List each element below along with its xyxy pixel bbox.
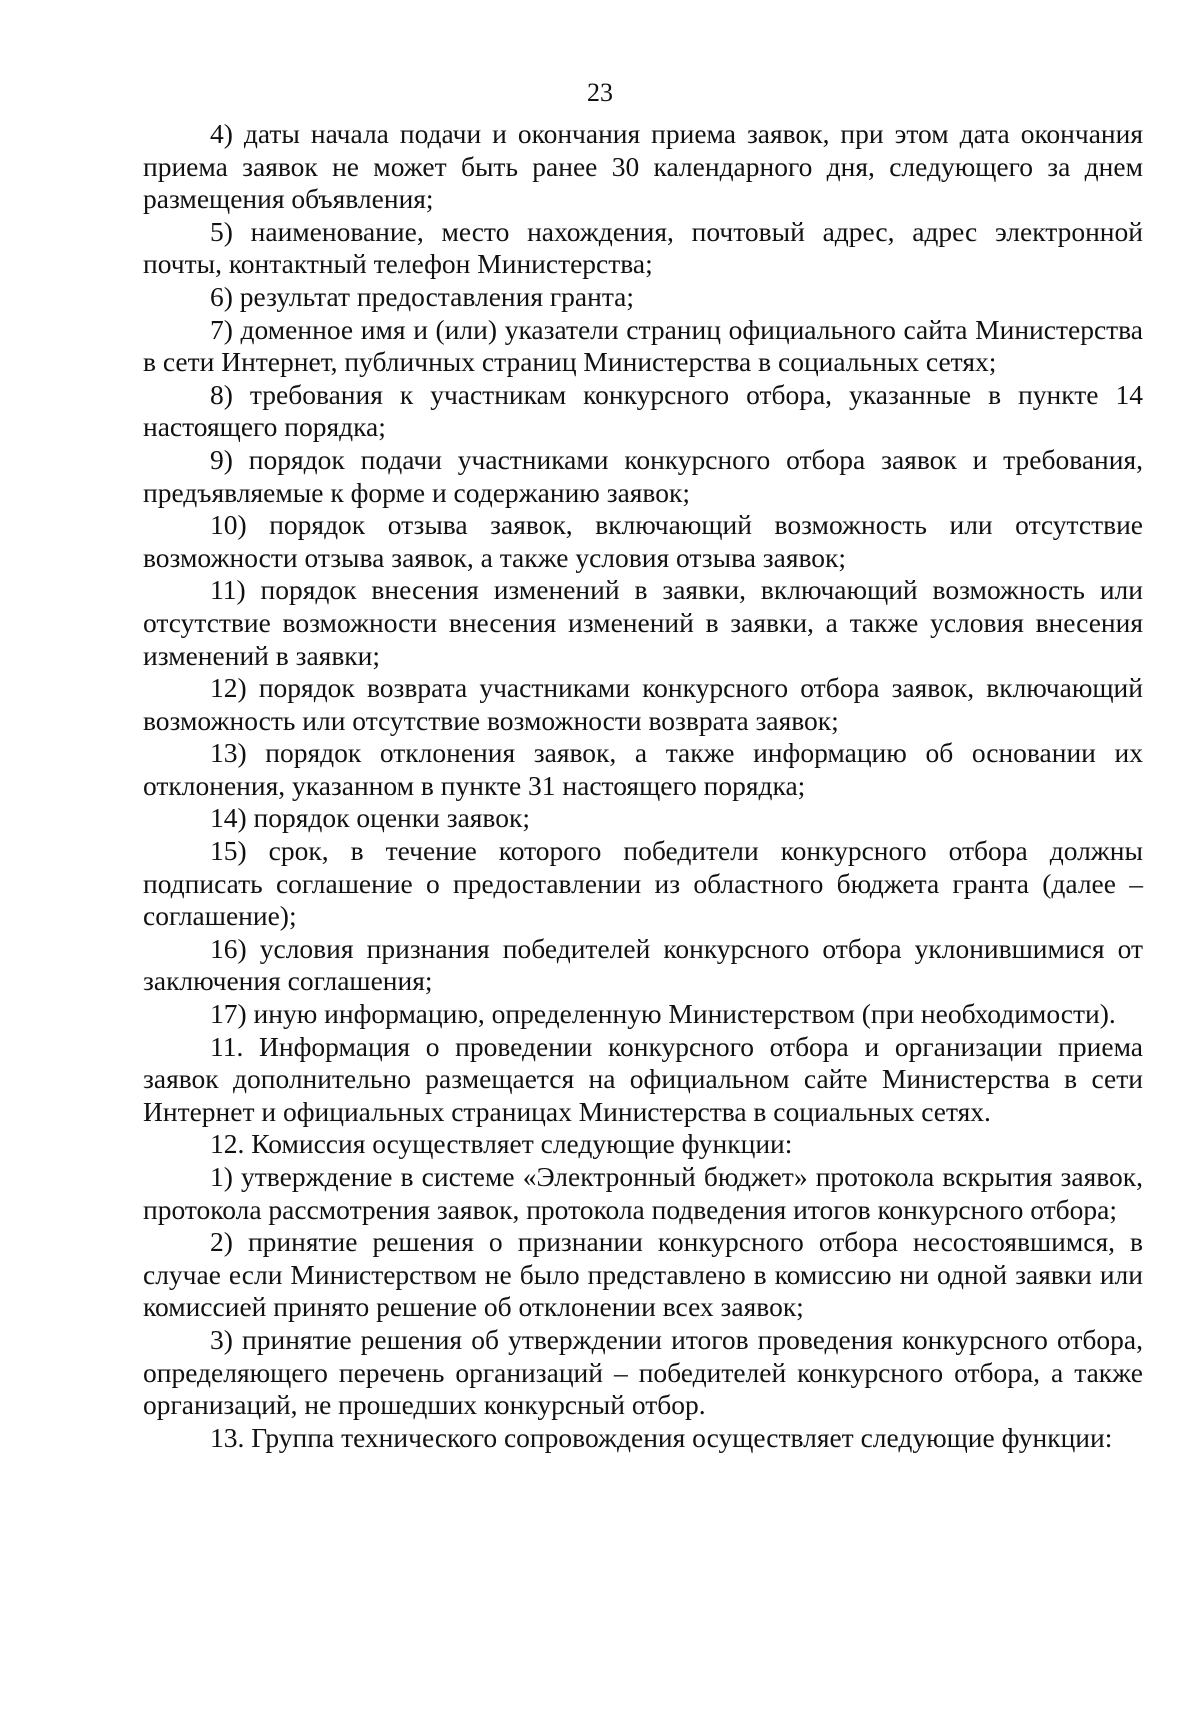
paragraph: 6) результат предоставления гранта; — [210, 280, 635, 312]
paragraph: 7) доменное имя и (или) указатели страниц официального сайта Министерства в сети Интернет, публичных страниц Министерства в социальных сетях; — [143, 313, 1143, 378]
paragraph: 11. Информация о проведении конкурсного отбора и организации приема заявок дополнительно размещается на официальном сайте Министерства в сети Интернет и официальных страницах Министерства в социальных сетях. — [143, 1030, 1143, 1127]
paragraph: 13) порядок отклонения заявок, а также информацию об основании их отклонения, указанном в пункте 31 настоящего порядка; — [143, 737, 1143, 801]
paragraph: 3) принятие решения об утверждении итогов проведения конкурсного отбора, определяющего перечень организаций – победителей конкурсного отбора, а также организаций, не прошедших конкурсный отбор. — [143, 1323, 1143, 1421]
paragraph: 5) наименование, место нахождения, почтовый адрес, адрес электронной почты, контактный телефон Министерства; — [143, 215, 1143, 280]
paragraph: 4) даты начала подачи и окончания приема заявок, при этом дата окончания приема заявок не может быть ранее 30 календарного дня, следующего за днем размещения объявления; — [143, 118, 1143, 215]
paragraph: 9) порядок подачи участниками конкурсного отбора заявок и требования, предъявляемые к форме и содержанию заявок; — [143, 443, 1143, 508]
paragraph: 8) требования к участникам конкурсного отбора, указанные в пункте 14 настоящего порядка; — [143, 378, 1143, 443]
paragraph: 1) утверждение в системе «Электронный бюджет» протокола вскрытия заявок, протокола рассмотрения заявок, протокола подведения итогов конкурсного отбора; — [143, 1161, 1143, 1225]
paragraph: 15) срок, в течение которого победители конкурсного отбора должны подписать соглашение о предоставлении из областного бюджета гранта (далее – соглашение); — [143, 835, 1143, 932]
paragraph: 2) принятие решения о признании конкурсного отбора несостоявшимся, в случае если Министерством не было представлено в комиссию ни одной заявки или комиссией принято решение об отклонении всех заявок; — [143, 1226, 1143, 1323]
paragraph: 16) условия признания победителей конкурсного отбора уклонившимися от заключения соглашения; — [143, 932, 1143, 997]
paragraph: 12. Комиссия осуществляет следующие функции: — [210, 1128, 793, 1160]
paragraph: 10) порядок отзыва заявок, включающий возможность или отсутствие возможности отзыва заявок, а также условия отзыва заявок; — [143, 509, 1143, 573]
paragraph: 12) порядок возврата участниками конкурсного отбора заявок, включающий возможность или отсутствие возможности возврата заявок; — [143, 672, 1143, 736]
paragraph: 11) порядок внесения изменений в заявки, включающий возможность или отсутствие возможности внесения изменений в заявки, а также условия внесения изменений в заявки; — [143, 574, 1143, 671]
page-number: 23 — [587, 78, 613, 107]
paragraph: 13. Группа технического сопровождения осуществляет следующие функции: — [210, 1421, 1113, 1453]
paragraph: 17) иную информацию, определенную Министерством (при необходимости). — [210, 998, 1116, 1030]
paragraph: 14) порядок оценки заявок; — [210, 802, 530, 834]
document-body — [143, 118, 1143, 1454]
